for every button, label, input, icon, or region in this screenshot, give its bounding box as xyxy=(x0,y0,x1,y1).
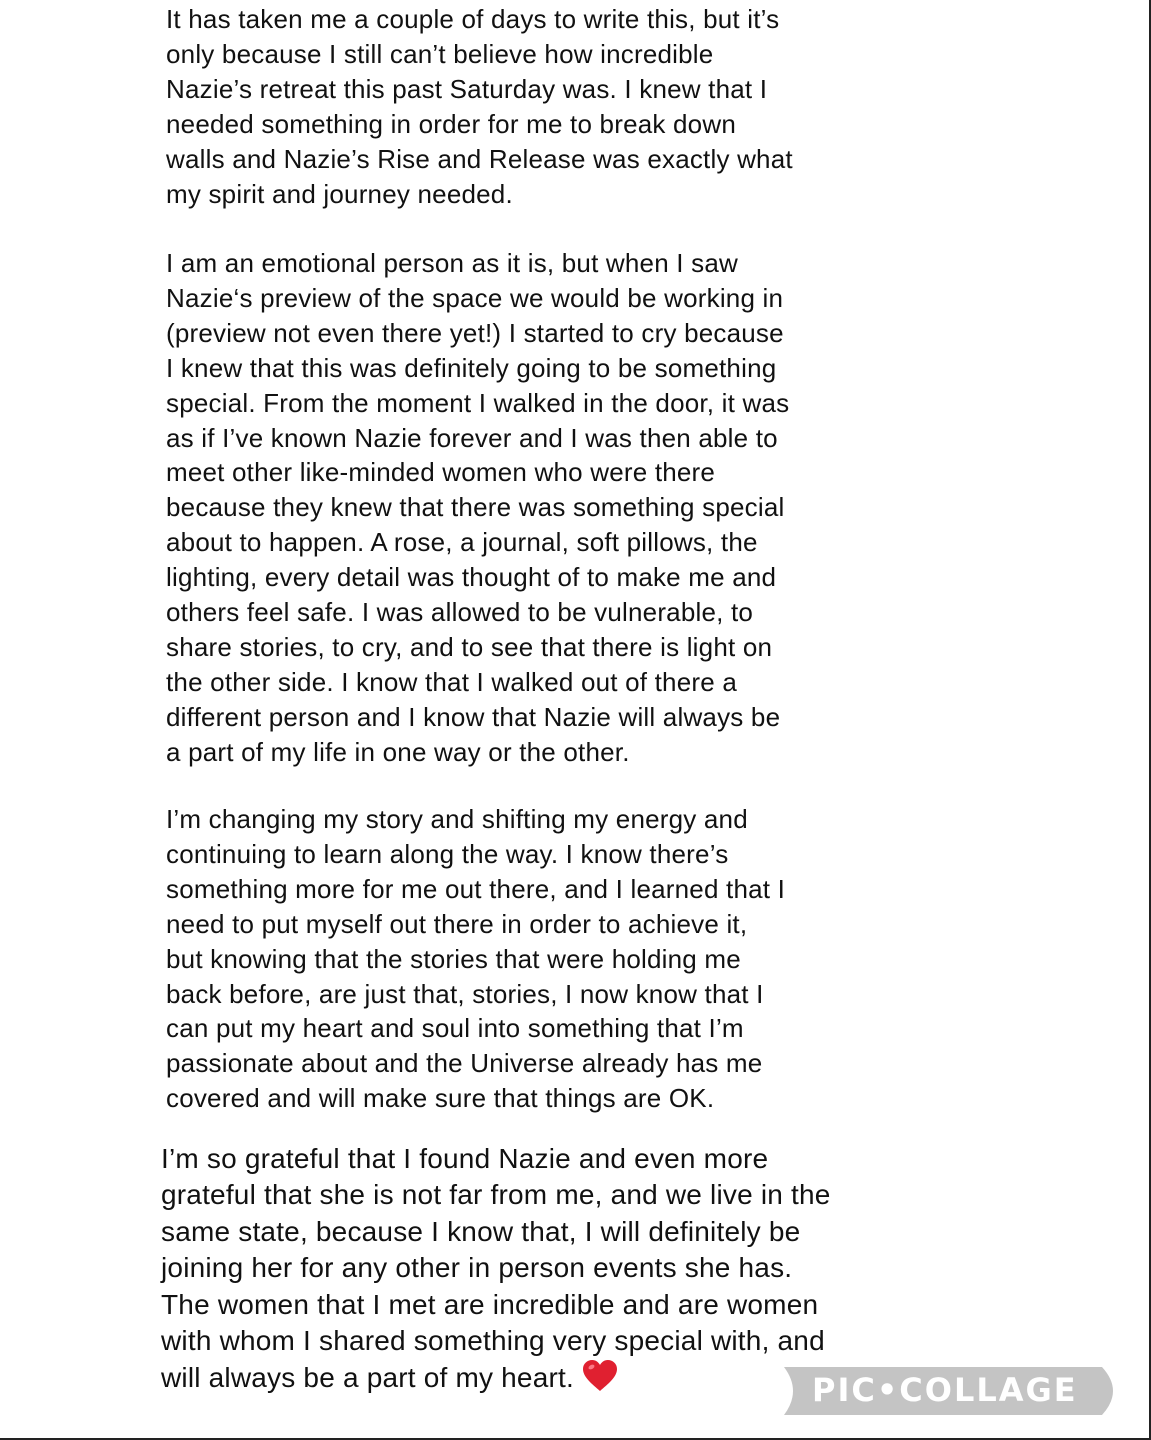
text-line: same state, because I know that, I will definitely be xyxy=(161,1215,801,1247)
text-line: lighting, every detail was thought of to make me and xyxy=(166,562,777,593)
text-line: needed something in order for me to break down xyxy=(166,108,736,139)
text-line: can put my heart and soul into something that I’m xyxy=(166,1013,744,1044)
text-line: (preview not even there yet!) I started to cry because xyxy=(166,317,784,348)
text-line: I’m so grateful that I found Nazie and even more xyxy=(161,1143,769,1174)
text-line: Nazie’s retreat this past Saturday was. I knew that I xyxy=(166,73,768,104)
text-line: the other side. I know that I walked out of there a xyxy=(166,666,737,697)
text-line: Nazie‘s preview of the space we would be working in xyxy=(166,282,784,313)
paragraph-4 xyxy=(161,1141,921,1397)
text-line: The women that I met are incredible and are women xyxy=(161,1288,819,1320)
red-heart-icon xyxy=(582,1359,618,1393)
text-line: with whom I shared something very special with, and xyxy=(161,1325,825,1357)
paragraph-3 xyxy=(166,802,886,1116)
text-line: I knew that this was definitely going to be something xyxy=(166,352,777,383)
text-line: back before, are just that, stories, I now know that I xyxy=(166,978,764,1009)
text-line: but knowing that the stories that were holding me xyxy=(166,943,741,974)
paragraph-2 xyxy=(166,246,886,770)
text-line: It has taken me a couple of days to write this, but it’s xyxy=(166,4,780,34)
text-line: walls and Nazie’s Rise and Release was exactly what xyxy=(166,143,793,174)
text-line: continuing to learn along the way. I know there’s xyxy=(166,838,729,869)
text-line: others feel safe. I was allowed to be vulnerable, to xyxy=(166,597,754,628)
text-line: my spirit and journey needed. xyxy=(166,178,513,209)
text-line: I’m changing my story and shifting my energy and xyxy=(166,804,748,834)
text-line: only because I still can’t believe how incredible xyxy=(166,38,714,69)
text-line: I am an emotional person as it is, but when I saw xyxy=(166,248,738,278)
text-line: grateful that she is not far from me, and we live in the xyxy=(161,1179,831,1211)
paragraph-1 xyxy=(166,2,886,211)
text-line: meet other like-minded women who were there xyxy=(166,457,716,488)
text-line: something more for me out there, and I learned that I xyxy=(166,873,786,904)
text-line: need to put myself out there in order to achieve it, xyxy=(166,908,748,939)
text-line: share stories, to cry, and to see that there is light on xyxy=(166,631,773,662)
text-line: passionate about and the Universe already has me xyxy=(166,1048,763,1079)
text-line: covered and will make sure that things are OK. xyxy=(166,1083,715,1114)
text-line: different person and I know that Nazie will always be xyxy=(166,701,781,732)
watermark-label: PIC•COLLAGE xyxy=(812,1371,1078,1409)
text-line: because they knew that there was something special xyxy=(166,492,785,523)
text-line: about to happen. A rose, a journal, soft pillows, the xyxy=(166,527,758,558)
pic-collage-watermark xyxy=(784,1367,1124,1415)
text-line: as if I’ve known Nazie forever and I was then able to xyxy=(166,422,778,453)
text-line: joining her for any other in person events she has. xyxy=(161,1252,793,1284)
text-line: special. From the moment I walked in the door, it was xyxy=(166,387,790,418)
text-line: will always be a part of my heart. xyxy=(161,1362,574,1394)
text-line: a part of my life in one way or the other. xyxy=(166,736,630,767)
